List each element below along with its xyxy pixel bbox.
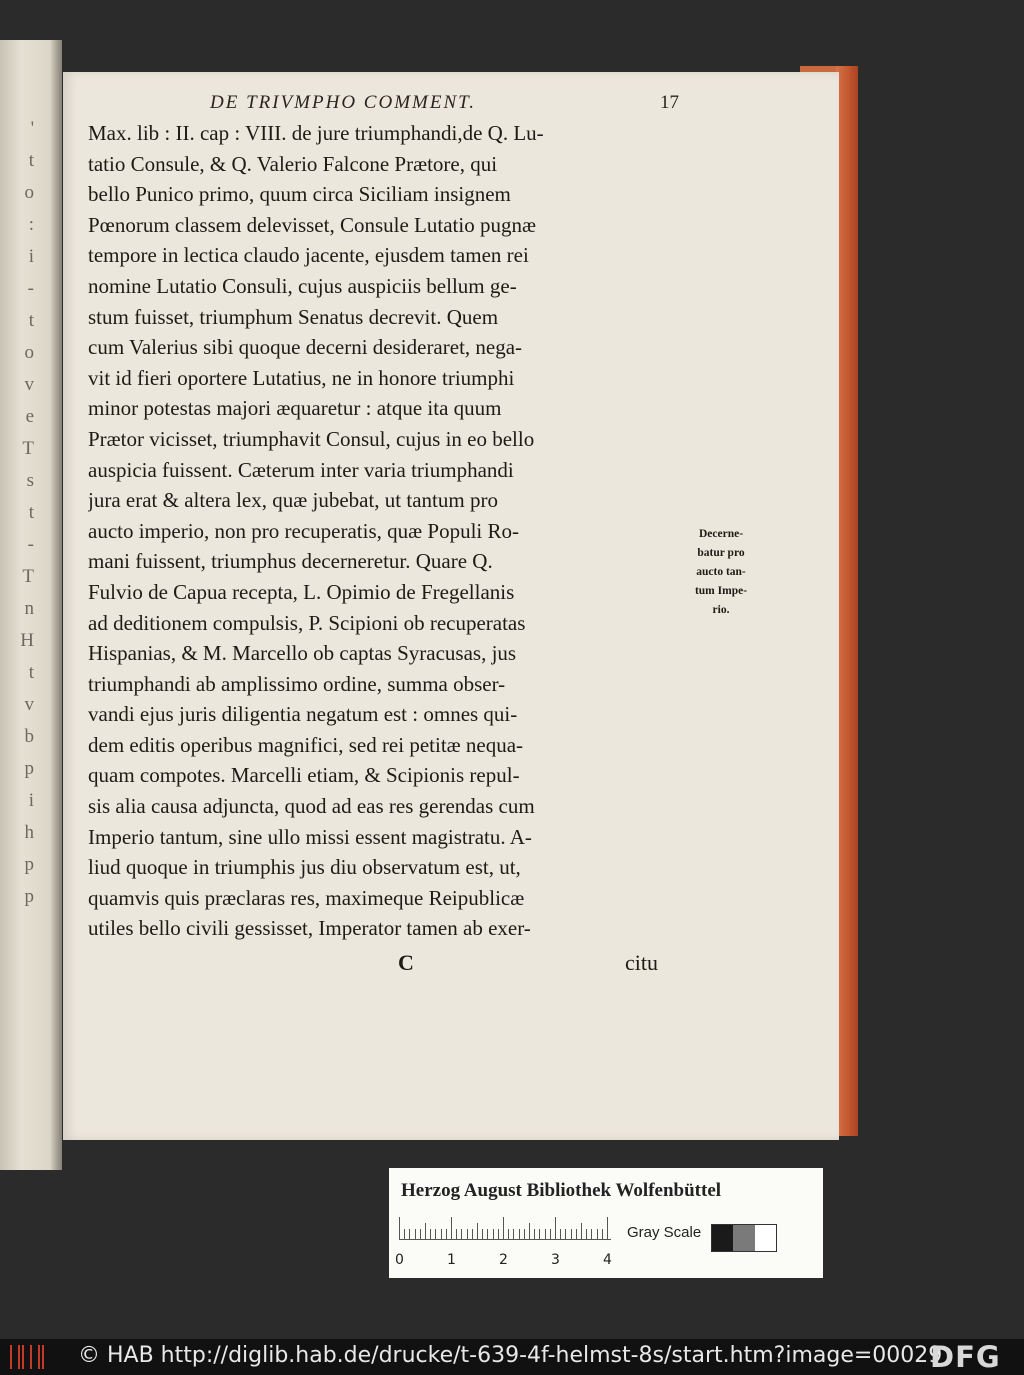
left-facing-page (0, 40, 62, 1170)
marginal-line: batur pro (697, 547, 745, 559)
ruler-tick (461, 1229, 462, 1239)
text-line: vit id fieri oportere Lutatius, ne in honore triumphi (88, 365, 515, 390)
ruler-tick (420, 1229, 421, 1239)
text-line: minor potestas majori æquaretur : atque ita quum (88, 396, 502, 421)
text-line: vandi ejus juris diligentia negatum est : omnes qui- (88, 702, 518, 727)
left-page-char: o (24, 342, 34, 363)
ruler-number: 3 (551, 1252, 560, 1268)
text-line: Pœnorum classem delevisset, Consule Lutatio pugnæ (88, 212, 536, 237)
dfg-logo: DFG (930, 1340, 1001, 1374)
ruler-tick (591, 1229, 592, 1239)
left-page-char: p (24, 758, 34, 779)
left-page-char: T (22, 566, 34, 587)
text-line: mani fuissent, triumphus decerneretur. Quare Q. (88, 549, 493, 574)
text-line: Hispanias, & M. Marcello ob captas Syracusas, jus (88, 641, 517, 666)
gray-scale-label: Gray Scale (627, 1224, 702, 1241)
marginal-line: aucto tan- (696, 566, 746, 578)
left-page-char: i (28, 246, 34, 267)
gray-swatch-cell (712, 1225, 733, 1251)
ruler-tick (467, 1229, 468, 1239)
text-line: quamvis quis præclaras res, maximeque Reipublicæ (88, 885, 525, 910)
text-line: aucto imperio, non pro recuperatis, quæ Populi Ro- (88, 518, 520, 543)
text-line: Imperio tantum, sine ullo missi essent magistratu. A- (88, 824, 532, 849)
barcode-bar (22, 1345, 24, 1369)
grayscale-card (389, 1168, 823, 1278)
marginal-line: rio. (712, 604, 730, 616)
text-line: stum fuisset, triumphum Senatus decrevit. Quem (88, 304, 499, 329)
catchword: citu (625, 950, 658, 975)
left-page-char: i (28, 790, 34, 811)
ruler-tick (477, 1223, 478, 1239)
ruler-tick (529, 1223, 530, 1239)
page-number: 17 (660, 92, 679, 113)
left-page-char: H (20, 630, 34, 651)
text-line: tatio Consule, & Q. Valerio Falcone Prætore, qui (88, 151, 498, 176)
ruler-tick (503, 1217, 504, 1239)
ruler-tick (524, 1229, 525, 1239)
ruler-tick (560, 1229, 561, 1239)
barcode-bar (42, 1345, 44, 1369)
text-line: quam compotes. Marcelli etiam, & Scipionis repul- (88, 763, 520, 788)
ruler-tick (441, 1229, 442, 1239)
ruler-tick (446, 1229, 447, 1239)
text-line: liud quoque in triumphis jus diu observatum est, ut, (88, 855, 521, 880)
page-red-edge (836, 66, 858, 1136)
left-page-char: t (28, 662, 34, 683)
ruler-tick (576, 1229, 577, 1239)
ruler-tick (513, 1229, 514, 1239)
ruler-number: 2 (499, 1252, 508, 1268)
ruler-tick (399, 1217, 400, 1239)
left-page-char: t (28, 150, 34, 171)
ruler-tick (508, 1229, 509, 1239)
left-page-char: t (28, 310, 34, 331)
ruler-tick (565, 1229, 566, 1239)
ruler-tick (534, 1229, 535, 1239)
gray-swatch-cell (733, 1225, 754, 1251)
text-line: tempore in lectica claudo jacente, ejusdem tamen rei (88, 243, 529, 268)
barcode-bar (34, 1345, 36, 1369)
left-page-char: p (24, 854, 34, 875)
gray-scale-swatch (711, 1224, 777, 1252)
hab-logo-icon (10, 1345, 44, 1369)
ruler-tick (498, 1229, 499, 1239)
ruler-tick (409, 1229, 410, 1239)
ruler-tick (550, 1229, 551, 1239)
text-line: ad deditionem compulsis, P. Scipioni ob recuperatas (88, 610, 526, 635)
ruler-tick (487, 1229, 488, 1239)
left-page-char: T (22, 438, 34, 459)
marginal-line: tum Impe- (694, 585, 748, 597)
scale-ruler (399, 1215, 611, 1240)
ruler-tick (493, 1229, 494, 1239)
left-page-char: b (24, 726, 34, 747)
ruler-number: 4 (603, 1252, 612, 1268)
ruler-tick (404, 1229, 405, 1239)
ruler-number: 1 (447, 1252, 456, 1268)
ruler-tick (539, 1229, 540, 1239)
running-head: DE TRIVMPHO COMMENT. (210, 92, 477, 113)
ruler-tick (482, 1229, 483, 1239)
barcode-bar (30, 1345, 32, 1369)
body-text (88, 118, 688, 944)
ruler-tick (456, 1229, 457, 1239)
left-page-text (4, 118, 34, 918)
ruler-tick (602, 1229, 603, 1239)
text-line: Prætor vicisset, triumphavit Consul, cujus in eo bello (88, 426, 535, 451)
text-line: sis alia causa adjuncta, quod ad eas res gerendas cum (88, 794, 535, 819)
left-page-char: - (27, 278, 34, 299)
text-line: nomine Lutatio Consuli, cujus auspiciis bellum ge- (88, 273, 517, 298)
ruler-tick (586, 1229, 587, 1239)
ruler-tick (581, 1223, 582, 1239)
marginal-line: Decerne- (698, 528, 744, 540)
text-line: jura erat & altera lex, quæ jubebat, ut tantum pro (88, 488, 498, 513)
ruler-tick (430, 1229, 431, 1239)
text-line: cum Valerius sibi quoque decerni desideraret, nega- (88, 335, 523, 360)
signature-mark: C (398, 950, 414, 975)
ruler-tick (435, 1229, 436, 1239)
text-line: dem editis operibus magnifici, sed rei petitæ nequa- (88, 732, 524, 757)
left-page-char: v (24, 374, 34, 395)
left-page-char: t (28, 502, 34, 523)
left-page-char: - (27, 534, 34, 555)
gray-swatch-cell (755, 1225, 776, 1251)
left-page-char: p (24, 886, 34, 907)
left-page-char: o (24, 182, 34, 203)
left-page-char: e (25, 406, 34, 427)
left-page-char: s (26, 470, 34, 491)
library-name: Herzog August Bibliothek Wolfenbüttel (401, 1180, 722, 1201)
left-page-char: h (24, 822, 34, 843)
barcode-bar (10, 1345, 12, 1369)
left-page-char: n (24, 598, 34, 619)
text-line: triumphandi ab amplissimo ordine, summa obser- (88, 671, 506, 696)
ruler-tick (415, 1229, 416, 1239)
text-line: Fulvio de Capua recepta, L. Opimio de Fregellanis (88, 579, 515, 604)
barcode-bar (38, 1345, 40, 1369)
ruler-tick (425, 1223, 426, 1239)
ruler-tick (571, 1229, 572, 1239)
left-page-char: ' (30, 118, 34, 139)
ruler-tick (555, 1217, 556, 1239)
ruler-tick (607, 1217, 608, 1239)
barcode-bar (26, 1345, 28, 1369)
source-url[interactable]: © HAB http://diglib.hab.de/drucke/t-639-4f-helmst-8s/start.htm?image=00029 (78, 1343, 943, 1368)
ruler-tick (519, 1229, 520, 1239)
barcode-bar (18, 1345, 20, 1369)
text-line: bello Punico primo, quum circa Siciliam insignem (88, 182, 511, 207)
ruler-number: 0 (395, 1252, 404, 1268)
ruler-tick (451, 1217, 452, 1239)
marginal-note (676, 525, 766, 620)
footer-bar (0, 1339, 1024, 1375)
left-page-char: v (24, 694, 34, 715)
text-line: Max. lib : II. cap : VIII. de jure triumphandi,de Q. Lu- (88, 121, 544, 145)
text-line: auspicia fuissent. Cæterum inter varia triumphandi (88, 457, 514, 482)
left-page-char: : (28, 214, 34, 235)
ruler-tick (545, 1229, 546, 1239)
gutter-shadow (50, 40, 62, 1170)
ruler-tick (597, 1229, 598, 1239)
ruler-tick (472, 1229, 473, 1239)
barcode-bar (14, 1345, 16, 1369)
text-line: utiles bello civili gessisset, Imperator tamen ab exer- (88, 916, 531, 941)
